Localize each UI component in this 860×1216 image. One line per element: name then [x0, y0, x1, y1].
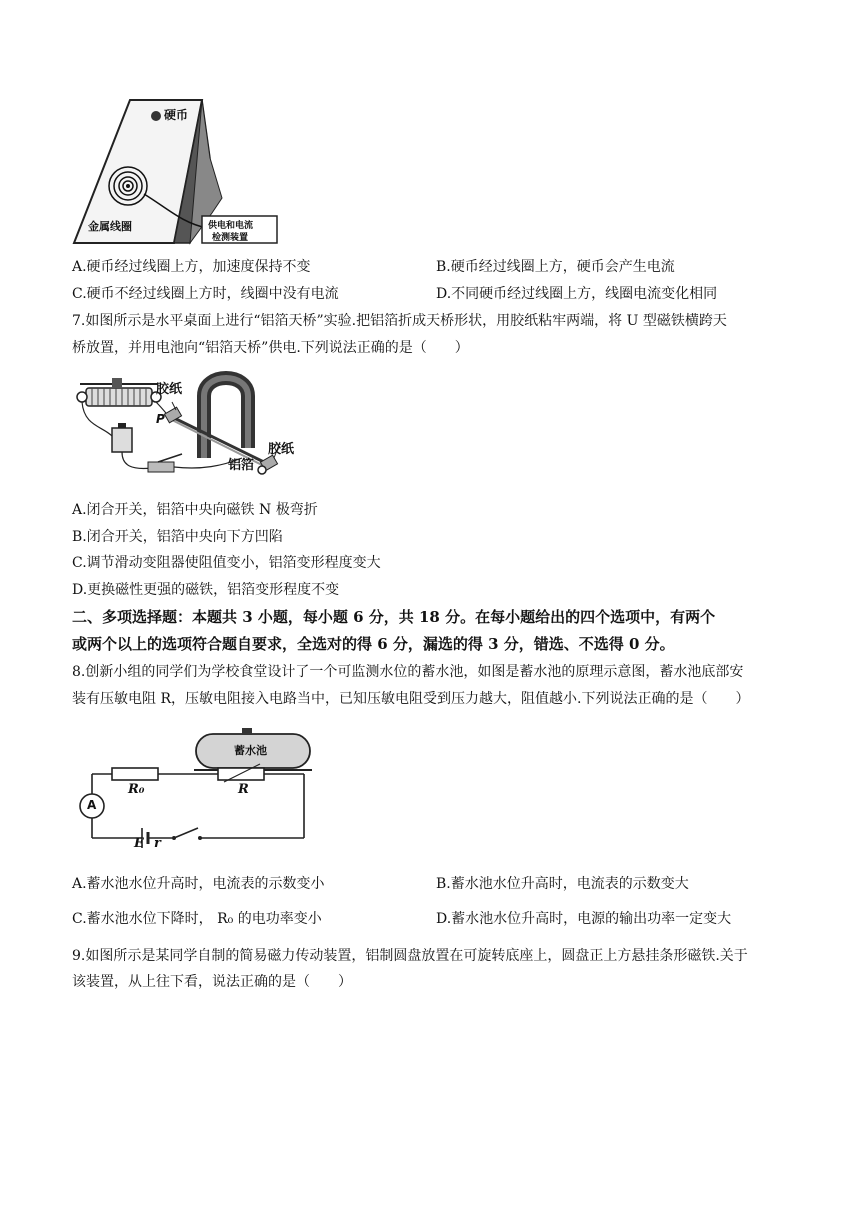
q8-option-d: D.蓄水池水位升高时，电源的输出功率一定变大: [436, 911, 732, 927]
q9-stem-line2: 该装置，从上往下看，说法正确的是（ ）: [72, 974, 352, 990]
q6-option-d: D.不同硬币经过线圈上方，线圈电流变化相同: [436, 286, 718, 302]
p-label: P: [156, 412, 165, 426]
q7-stem-line2: 桥放置，并用电池向“铝箔天桥”供电.下列说法正确的是（ ）: [72, 340, 469, 356]
emf-label: E: [134, 836, 144, 851]
r0-label: R₀: [128, 782, 145, 797]
section2-heading-line2: 或两个以上的选项符合题自要求，全选对的得 6 分，漏选的得 3 分，错选、不选得 0 分。: [72, 635, 675, 653]
q7-option-d: D.更换磁性更强的磁铁，铝箔变形程度不变: [72, 582, 340, 598]
foil-label: 铝箔: [228, 458, 255, 473]
detector-label-line1: 供电和电流: [208, 221, 254, 231]
tape-label-top: 胶纸: [156, 382, 183, 397]
coin-label: 硬币: [164, 108, 189, 122]
q7-stem-line1: 7.如图所示是水平桌面上进行“铝箔天桥”实验.把铝箔折成天桥形状，用胶纸粘牢两端，将 U 型磁铁横跨天: [72, 313, 727, 329]
tape-label-right: 胶纸: [268, 442, 295, 457]
ammeter-label: A: [87, 798, 97, 812]
q8-option-a: A.蓄水池水位升高时，电流表的示数变小: [72, 876, 325, 892]
detector-label-line2: 检测装置: [212, 233, 249, 243]
foil-bridge-figure: [72, 366, 298, 490]
q6-option-c: C.硬币不经过线圈上方时，线圈中没有电流: [72, 286, 339, 302]
q8-option-b: B.蓄水池水位升高时，电流表的示数变大: [436, 876, 689, 892]
r-label: R: [238, 782, 249, 797]
q7-option-b: B.闭合开关，铝箔中央向下方凹陷: [72, 529, 283, 545]
water-tank-circuit-figure: [74, 724, 316, 854]
q7-option-a: A.闭合开关，铝箔中央向磁铁 N 极弯折: [72, 502, 318, 518]
coin-detector-figure: [72, 98, 282, 246]
q8-option-c: C.蓄水池水位下降时， R₀ 的电功率变小: [72, 911, 322, 927]
q8-stem-line1: 8.创新小组的同学们为学校食堂设计了一个可监测水位的蓄水池，如图是蓄水池的原理示意图，蓄水池底部安: [72, 664, 744, 680]
internal-resistance-label: r: [154, 836, 161, 851]
q9-stem-line1: 9.如图所示是某同学自制的简易磁力传动装置，铝制圆盘放置在可旋转底座上，圆盘正上方悬挂条形磁铁.关于: [72, 948, 748, 964]
tank-label: 蓄水池: [234, 744, 267, 757]
q6-option-b: B.硬币经过线圈上方，硬币会产生电流: [436, 259, 675, 275]
q6-option-a: A.硬币经过线圈上方，加速度保持不变: [72, 259, 311, 275]
coil-label: 金属线圈: [88, 220, 132, 233]
q7-option-c: C.调节滑动变阻器使阻值变小，铝箔变形程度变大: [72, 555, 381, 571]
section2-heading-line1: 二、多项选择题：本题共 3 小题，每小题 6 分，共 18 分。在每小题给出的四个选项中，有两个: [72, 608, 716, 626]
q8-stem-line2: 装有压敏电阻 R，压敏电阻接入电路当中，已知压敏电阻受到压力越大，阻值越小.下列说法正确的是（ ）: [72, 691, 750, 707]
